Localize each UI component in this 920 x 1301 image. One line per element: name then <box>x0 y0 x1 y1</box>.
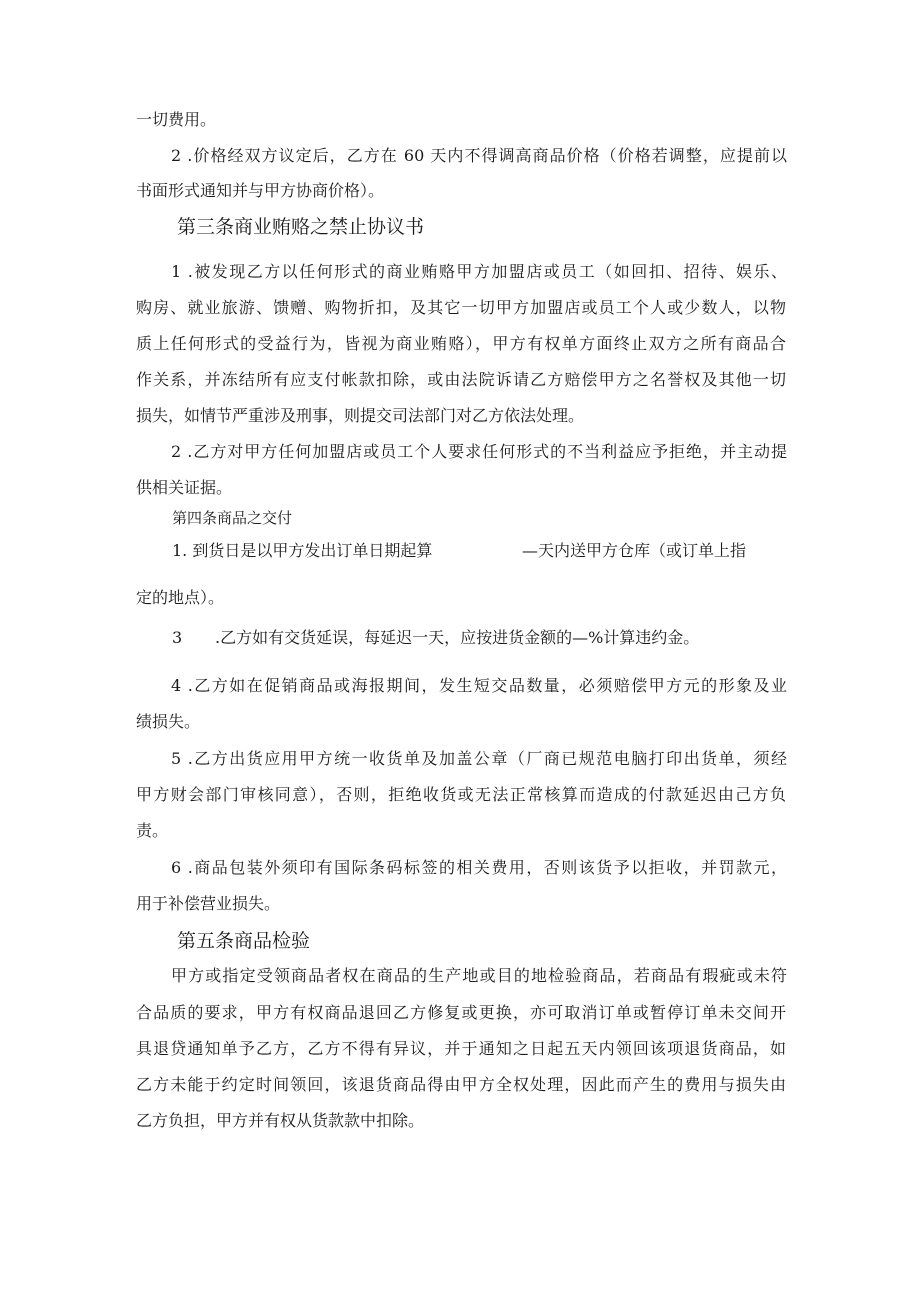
art4-item3-text: .乙方如有交货延误，每延迟一天，应按进货金额的—%计算违约金。 <box>215 628 700 647</box>
art3-item1-line1: 1 .被发现乙方以任何形式的商业贿赂甲方加盟店或员工（如回扣、招待、娱乐、 <box>171 262 787 281</box>
article-3-heading: 第三条商业贿赂之禁止协议书 <box>177 216 425 238</box>
article-4-heading: 第四条商品之交付 <box>172 509 293 527</box>
intro-line: 一切费用。 <box>136 110 217 129</box>
art3-item1-line3: 质上任何形式的受益行为，皆视为商业贿赂），甲方有权单方面终止双方之所有商品合 <box>136 334 786 353</box>
art3-item1-line5: 损失，如情节严重涉及刑事，则提交司法部门对乙方依法处理。 <box>136 406 585 425</box>
art3-item1-line4: 作关系，并冻结所有应支付帐款扣除，或由法院诉请乙方赔偿甲方之名誉权及其他一切 <box>136 370 786 389</box>
art4-item5-line3: 责。 <box>136 821 169 840</box>
art4-item4-line2: 绩损失。 <box>136 712 201 731</box>
art5-para-line4: 乙方未能于约定时间领回，该退货商品得由甲方全权处理，因此而产生的费用与损失由 <box>136 1075 786 1094</box>
art4-item1-part1: 1. 到货日是以甲方发出订单日期起算 <box>172 541 433 560</box>
art3-item2-line1: 2 .乙方对甲方任何加盟店或员工个人要求任何形式的不当利益应予拒绝，并主动提 <box>171 442 787 461</box>
art4-item6-line1: 6 .商品包装外须印有国际条码标签的相关费用，否则该货予以拒收，并罚款元， <box>171 858 787 877</box>
art5-para-line5: 乙方负担，甲方并有权从货款款中扣除。 <box>136 1111 425 1130</box>
art4-item3-number: 3 <box>172 628 183 647</box>
art5-para-line2: 合品质的要求，甲方有权商品退回乙方修复或更换，亦可取消订单或暂停订单未交间开 <box>136 1003 786 1022</box>
art4-item6-line2: 用于补偿营业损失。 <box>136 894 281 913</box>
art4-item1-part2: —天内送甲方仓库（或订单上指 <box>522 541 747 560</box>
art5-para-line3: 具退贷通知单予乙方，乙方不得有异议，并于通知之日起五天内领回该项退货商品，如 <box>136 1039 786 1058</box>
art4-item1-line2: 定的地点）。 <box>136 588 225 607</box>
art4-item4-line1: 4 .乙方如在促销商品或海报期间，发生短交品数量，必须赔偿甲方元的形象及业 <box>171 676 787 695</box>
art3-item1-line2: 购房、就业旅游、馈赠、购物折扣，及其它一切甲方加盟店或员工个人或少数人，以物 <box>136 298 786 317</box>
art5-para-line1: 甲方或指定受领商品者权在商品的生产地或目的地检验商品，若商品有瑕疵或未符 <box>171 966 787 985</box>
art4-item5-line2: 甲方财会部门审核同意），否则，拒绝收货或无法正常核算而造成的付款延迟由己方负 <box>136 785 786 804</box>
art2-item2-line1: 2 .价格经双方议定后，乙方在 60 天内不得调高商品价格（价格若调整，应提前以 <box>171 146 787 165</box>
art3-item2-line2: 供相关证据。 <box>136 478 233 497</box>
art2-item2-line2: 书面形式通知并与甲方协商价格）。 <box>136 181 385 200</box>
art4-item5-line1: 5 .乙方出货应用甲方统一收货单及加盖公章（厂商已规范电脑打印出货单，须经 <box>171 749 787 768</box>
article-5-heading: 第五条商品检验 <box>177 930 311 952</box>
